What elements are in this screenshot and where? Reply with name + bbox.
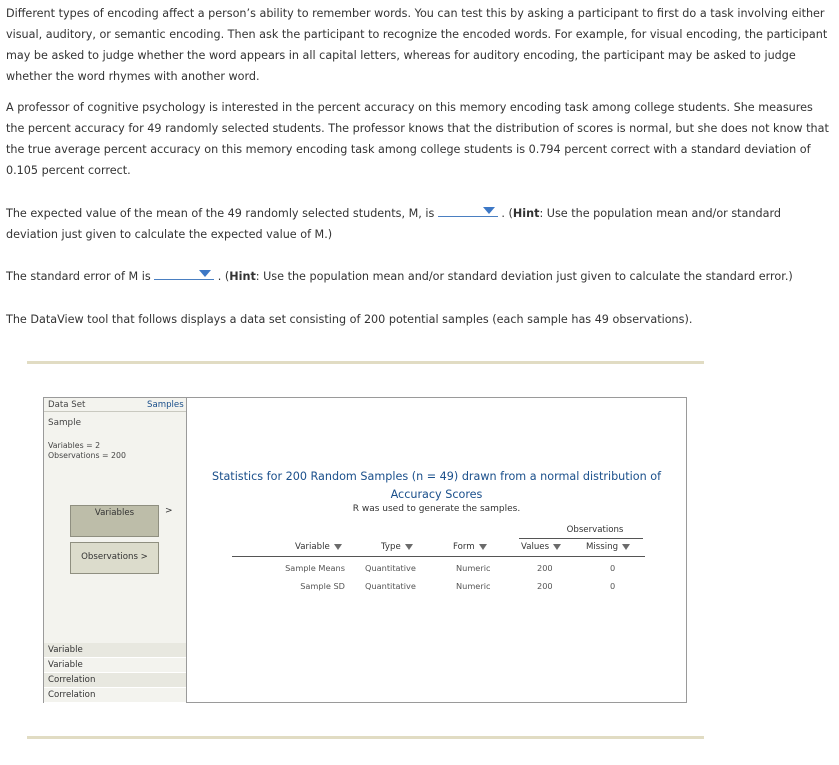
column-header-type[interactable]: Type (381, 542, 413, 552)
sidebar-item-correlation-1[interactable]: Correlation (44, 673, 186, 688)
sidebar-header-divider (44, 411, 186, 412)
sort-triangle-icon (479, 544, 487, 550)
observations-button-label: Observations (81, 552, 138, 562)
sidebar-item-variable-2[interactable]: Variable (44, 658, 186, 673)
samples-link[interactable]: Samples (147, 400, 184, 410)
expected-value-text: The expected value of the mean of the 49 randomly selected students, M, is (6, 207, 435, 220)
row-2-form: Numeric (456, 581, 491, 591)
divider-bottom (27, 736, 704, 739)
row-2-variable[interactable]: Sample SD (300, 581, 345, 591)
expected-value-hint: : Use the population mean and/or standard deviation just given to calculate the expected value of M.) (6, 207, 781, 241)
column-header-variable[interactable]: Variable (295, 542, 342, 552)
sample-name: Sample (48, 418, 81, 428)
observations-button[interactable] (70, 542, 159, 574)
variables-count: Variables = 2 (48, 441, 101, 450)
row-1-missing: 0 (610, 563, 616, 573)
intro-paragraph: Different types of encoding affect a person’s ability to remember words. You can test this by asking a participant to first do a task involving either visual, auditory, or semantic encoding. Then ask the participant to recognize the encoded words. For example, for visual encoding, the participant may be asked to judge whether the word appears in all capital letters, whereas for auditory encoding, the participant may be asked to judge whether the word rhymes with another word. (6, 7, 828, 83)
sidebar-item-correlation-2[interactable]: Correlation (44, 688, 186, 703)
column-header-values[interactable]: Values (521, 542, 561, 552)
divider-top (27, 361, 704, 364)
statistics-subtitle: R was used to generate the samples. (352, 504, 521, 514)
dataview-tool (43, 397, 687, 703)
dataview-main (187, 398, 686, 702)
sort-triangle-icon (622, 544, 630, 550)
row-1-form: Numeric (456, 563, 491, 573)
hint-label: Hint (512, 207, 540, 220)
observations-count: Observations = 200 (48, 451, 126, 460)
dataview-description: The DataView tool that follows displays a data set consisting of 200 potential samples (each sample has 49 observations). (6, 313, 693, 326)
data-set-label: Data Set (48, 400, 86, 410)
column-header-missing[interactable]: Missing (586, 542, 630, 552)
expected-value-dropdown[interactable] (438, 205, 498, 217)
observations-group-header: Observations (566, 525, 624, 535)
row-2-values: 200 (537, 581, 553, 591)
sort-triangle-icon (405, 544, 413, 550)
dropdown-arrow-icon (483, 207, 495, 214)
dataview-sidebar (44, 398, 187, 702)
observations-group-underline (519, 538, 643, 539)
sidebar-item-variable-1[interactable]: Variable (44, 643, 186, 658)
row-1-variable[interactable]: Sample Means (285, 563, 345, 573)
column-header-form[interactable]: Form (453, 542, 487, 552)
dropdown-arrow-icon (199, 270, 211, 277)
table-header-divider (232, 556, 645, 557)
statistics-title: Statistics for 200 Random Samples (n = 49) drawn from a normal distribution of Accuracy Scores (211, 470, 662, 501)
hint-label: Hint (229, 270, 256, 283)
standard-error-question: The standard error of M is . (Hint: Use the population mean and/or standard deviation just given to calculate the standard error.) (6, 270, 793, 283)
standard-error-text: The standard error of M is (6, 270, 151, 283)
scenario-paragraph: A professor of cognitive psychology is interested in the percent accuracy on this memory encoding task among college students. She measures the percent accuracy for 49 randomly selected students. The professor knows that the distribution of scores is normal, but she does not know that the true average percent accuracy on this memory encoding task among college students is 0.794 percent correct with a standard deviation of 0.105 percent correct. (6, 101, 829, 177)
sort-triangle-icon (553, 544, 561, 550)
variables-button[interactable]: Variables (70, 505, 159, 537)
row-1-values: 200 (537, 563, 553, 573)
observations-arrow-icon: > (140, 552, 148, 562)
variables-arrow-icon: > (165, 506, 173, 516)
row-2-missing: 0 (610, 581, 616, 591)
standard-error-hint: : Use the population mean and/or standard deviation just given to calculate the standard error.) (255, 270, 793, 283)
expected-value-question: The expected value of the mean of the 49 randomly selected students, M, is . (Hint: Use the population mean and/or standard deviation just given to calculate the expected value of M.) (6, 207, 781, 241)
standard-error-dropdown[interactable] (154, 268, 214, 280)
row-1-type: Quantitative (365, 563, 416, 573)
row-2-type: Quantitative (365, 581, 416, 591)
sort-triangle-icon (334, 544, 342, 550)
